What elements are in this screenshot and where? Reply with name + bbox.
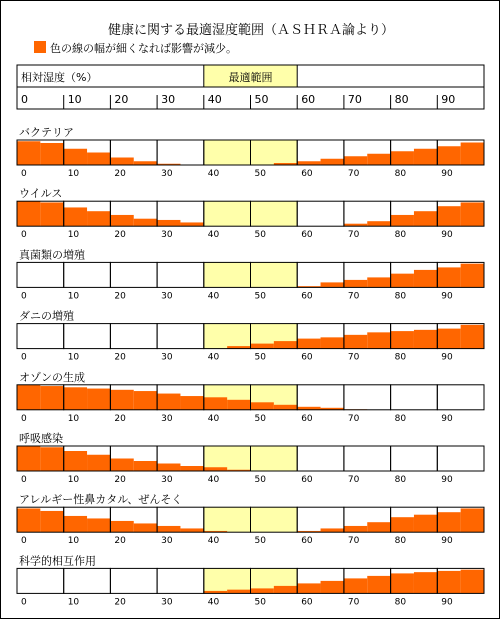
grid-cell <box>64 568 111 593</box>
tick-label: 10 <box>67 475 80 485</box>
tick-label: 80 <box>394 413 407 424</box>
grid-cell <box>157 568 204 593</box>
bar-segment <box>367 332 390 348</box>
bar-segment <box>461 570 484 594</box>
bar-segment <box>110 215 133 226</box>
grid-cell <box>64 262 111 287</box>
bar-segment <box>17 508 40 532</box>
bar-segment <box>64 451 87 471</box>
series-label: 真菌類の増殖 <box>19 248 85 262</box>
header-scale <box>17 65 484 109</box>
optimal-range-label: 最適範囲 <box>228 71 273 84</box>
tick-label: 90 <box>441 230 453 241</box>
legend-swatch <box>34 41 46 53</box>
bar-segment <box>40 386 63 410</box>
panel-8 <box>17 553 484 607</box>
panel-2 <box>17 187 484 240</box>
bar-segment <box>414 270 437 288</box>
bar-segment <box>227 590 250 594</box>
tick-label: 40 <box>207 352 220 363</box>
bar-segment <box>461 143 484 166</box>
series-label: ダニの増殖 <box>19 309 74 323</box>
bar-segment <box>87 389 110 410</box>
panel-4 <box>17 309 484 363</box>
tick-label: 60 <box>301 413 313 424</box>
bar-segment <box>321 581 344 594</box>
bar-segment <box>87 518 110 532</box>
series-label: 呼吸感染 <box>19 432 63 445</box>
bar-segment <box>414 330 437 349</box>
header-tick-label: 10 <box>67 93 82 106</box>
tick-label: 0 <box>21 230 27 241</box>
header-tick-label: 0 <box>21 93 28 106</box>
bar-segment <box>344 280 367 288</box>
grid-cell <box>157 262 204 287</box>
bar-segment <box>204 397 227 410</box>
tick-label: 90 <box>441 169 453 179</box>
bar-segment <box>204 467 227 471</box>
tick-label: 0 <box>21 536 27 547</box>
bar-segment <box>251 344 274 349</box>
tick-label: 50 <box>254 536 266 547</box>
bar-segment <box>110 459 133 472</box>
bar-segment <box>134 461 157 471</box>
bar-segment <box>17 201 40 226</box>
tick-label: 90 <box>441 597 453 608</box>
tick-label: 40 <box>207 230 220 241</box>
bar-segment <box>17 385 40 410</box>
series-label: オゾンの生成 <box>19 370 85 384</box>
bar-segment <box>437 329 460 349</box>
grid-cell <box>110 324 157 349</box>
bar-segment <box>180 396 203 410</box>
bar-segment <box>17 141 40 165</box>
grid-cell <box>110 262 157 287</box>
tick-label: 30 <box>161 169 173 179</box>
header-tick-label: 40 <box>207 93 222 106</box>
tick-label: 60 <box>301 597 313 608</box>
bar-segment <box>40 447 63 471</box>
header-tick-label: 60 <box>301 93 316 106</box>
x-axis-label: 相対湿度（%） <box>21 71 98 84</box>
bar-segment <box>391 331 414 349</box>
bar-segment <box>391 215 414 226</box>
grid-cell <box>17 324 64 349</box>
tick-label: 70 <box>347 413 360 424</box>
tick-label: 0 <box>21 169 27 179</box>
tick-label: 10 <box>67 597 80 608</box>
bar-segment <box>134 523 157 532</box>
tick-label: 20 <box>114 536 126 547</box>
bar-segment <box>461 202 484 226</box>
bar-segment <box>180 222 203 226</box>
grid-cell <box>64 324 111 349</box>
bar-segment <box>40 143 63 165</box>
grid-cell <box>344 385 391 410</box>
bar-segment <box>87 153 110 166</box>
tick-label: 90 <box>441 475 453 485</box>
bar-segment <box>110 390 133 410</box>
grid-cell <box>157 140 204 165</box>
humidity-chart <box>1 1 499 618</box>
bar-segment <box>40 511 63 532</box>
bar-segment <box>437 571 460 594</box>
bar-segment <box>321 159 344 165</box>
series-label: 科学的相互作用 <box>19 554 96 568</box>
bar-segment <box>110 521 133 532</box>
series-label: アレルギー性鼻カタル、ぜんそく <box>19 493 183 507</box>
tick-label: 60 <box>301 352 313 363</box>
chart-title: 健康に関する最適湿度範囲（ＡＳＨＲＡ論より） <box>107 23 395 38</box>
panel-6 <box>17 431 484 485</box>
bar-segment <box>391 573 414 593</box>
tick-label: 40 <box>207 536 220 547</box>
tick-label: 0 <box>21 413 27 424</box>
panel-5 <box>17 370 484 424</box>
tick-label: 90 <box>441 413 453 424</box>
tick-label: 10 <box>67 352 80 363</box>
bar-segment <box>367 154 390 165</box>
tick-label: 30 <box>161 536 173 547</box>
tick-label: 70 <box>347 475 360 485</box>
bar-segment <box>414 515 437 533</box>
tick-label: 10 <box>67 291 80 302</box>
panel-1 <box>17 126 484 179</box>
tick-label: 30 <box>161 291 173 302</box>
bar-segment <box>87 455 110 471</box>
bar-segment <box>251 402 274 410</box>
grid-cell <box>344 446 391 471</box>
grid-cell <box>297 446 344 471</box>
bar-segment <box>367 221 390 226</box>
grid-cell <box>437 446 484 471</box>
bar-segment <box>391 151 414 165</box>
tick-label: 10 <box>67 230 80 241</box>
grid-cell <box>297 385 344 410</box>
bar-segment <box>367 576 390 594</box>
tick-label: 80 <box>394 169 407 179</box>
bar-segment <box>437 512 460 532</box>
tick-label: 50 <box>254 475 266 485</box>
bar-segment <box>344 156 367 165</box>
tick-label: 10 <box>67 169 80 179</box>
header-tick-label: 20 <box>114 93 129 106</box>
tick-label: 90 <box>441 536 453 547</box>
bar-segment <box>437 267 460 287</box>
tick-label: 50 <box>254 413 266 424</box>
tick-label: 50 <box>254 169 266 179</box>
bar-segment <box>461 325 484 349</box>
tick-label: 20 <box>114 352 126 363</box>
legend-label: 色の線の幅が細くなれば影響が減少。 <box>50 42 237 55</box>
tick-label: 40 <box>207 291 220 302</box>
bar-segment <box>344 335 367 349</box>
tick-label: 60 <box>301 169 313 179</box>
bar-segment <box>391 517 414 532</box>
bar-segment <box>180 466 203 471</box>
grid-cell <box>297 201 344 226</box>
bar-segment <box>180 528 203 532</box>
bar-segment <box>321 337 344 348</box>
bar-segment <box>321 528 344 532</box>
tick-label: 80 <box>394 475 407 485</box>
tick-label: 60 <box>301 536 313 547</box>
bar-segment <box>110 158 133 166</box>
header-tick-label: 50 <box>254 93 269 106</box>
tick-label: 0 <box>21 291 27 302</box>
bar-segment <box>297 339 320 349</box>
tick-label: 20 <box>114 291 126 302</box>
series-panels <box>17 126 484 607</box>
tick-label: 70 <box>347 291 360 302</box>
grid-cell <box>437 385 484 410</box>
tick-label: 20 <box>114 230 126 241</box>
grid-cell <box>391 385 438 410</box>
grid-cell <box>110 568 157 593</box>
bar-segment <box>87 211 110 226</box>
bar-segment <box>157 526 180 532</box>
tick-label: 0 <box>21 352 27 363</box>
tick-label: 30 <box>161 475 173 485</box>
bar-segment <box>227 400 250 410</box>
bar-segment <box>414 572 437 593</box>
tick-label: 40 <box>207 475 220 485</box>
tick-label: 20 <box>114 475 126 485</box>
tick-label: 70 <box>347 352 360 363</box>
tick-label: 10 <box>67 536 80 547</box>
bar-segment <box>64 387 87 410</box>
bar-segment <box>157 394 180 410</box>
tick-label: 90 <box>441 291 453 302</box>
tick-label: 0 <box>21 475 27 485</box>
panel-7 <box>17 492 484 546</box>
tick-label: 10 <box>67 413 80 424</box>
bar-segment <box>414 149 437 165</box>
tick-label: 20 <box>114 413 126 424</box>
tick-label: 40 <box>207 169 220 179</box>
bar-segment <box>461 508 484 532</box>
tick-label: 50 <box>254 230 266 241</box>
tick-label: 90 <box>441 352 453 363</box>
bar-segment <box>134 391 157 410</box>
tick-label: 50 <box>254 352 266 363</box>
bar-segment <box>344 578 367 593</box>
tick-label: 60 <box>301 230 313 241</box>
series-label: バクテリア <box>19 126 74 139</box>
bar-segment <box>64 149 87 165</box>
tick-label: 20 <box>114 597 126 608</box>
series-label: ウイルス <box>19 187 63 201</box>
tick-label: 70 <box>347 230 360 241</box>
tick-label: 80 <box>394 230 407 241</box>
bar-segment <box>134 161 157 165</box>
bar-segment <box>391 274 414 288</box>
bar-segment <box>157 220 180 226</box>
bar-segment <box>40 202 63 226</box>
tick-label: 70 <box>347 536 360 547</box>
bar-segment <box>17 446 40 471</box>
bar-segment <box>344 526 367 532</box>
bar-segment <box>297 583 320 593</box>
bar-segment <box>64 207 87 226</box>
tick-label: 30 <box>161 352 173 363</box>
bar-segment <box>157 464 180 472</box>
bar-segment <box>437 206 460 226</box>
bar-segment <box>64 516 87 532</box>
tick-label: 40 <box>207 413 220 424</box>
bar-segment <box>414 211 437 226</box>
tick-label: 20 <box>114 169 126 179</box>
tick-label: 70 <box>347 597 360 608</box>
bar-segment <box>437 146 460 165</box>
tick-label: 70 <box>347 169 360 179</box>
bar-segment <box>274 341 297 349</box>
header-tick-label: 90 <box>441 93 456 106</box>
tick-label: 50 <box>254 291 266 302</box>
tick-label: 50 <box>254 597 266 608</box>
grid-cell <box>17 262 64 287</box>
bar-segment <box>274 586 297 594</box>
bar-segment <box>297 161 320 165</box>
tick-label: 40 <box>207 597 220 608</box>
grid-cell <box>157 324 204 349</box>
bar-segment <box>461 264 484 288</box>
bar-segment <box>274 405 297 410</box>
grid-cell <box>17 568 64 593</box>
tick-label: 80 <box>394 352 407 363</box>
bar-segment <box>251 588 274 593</box>
header-tick-label: 70 <box>347 93 362 106</box>
tick-label: 0 <box>21 597 27 608</box>
tick-label: 80 <box>394 291 407 302</box>
header-tick-label: 30 <box>161 93 176 106</box>
grid-cell <box>391 446 438 471</box>
tick-label: 30 <box>161 230 173 241</box>
tick-label: 30 <box>161 413 173 424</box>
bar-segment <box>367 522 390 532</box>
bar-segment <box>134 219 157 227</box>
tick-label: 60 <box>301 291 313 302</box>
tick-label: 80 <box>394 536 407 547</box>
tick-label: 60 <box>301 475 313 485</box>
bar-segment <box>367 277 390 287</box>
tick-label: 80 <box>394 597 407 608</box>
panel-3 <box>17 247 484 301</box>
header-tick-label: 80 <box>394 93 409 106</box>
tick-label: 30 <box>161 597 173 608</box>
bar-segment <box>321 282 344 287</box>
